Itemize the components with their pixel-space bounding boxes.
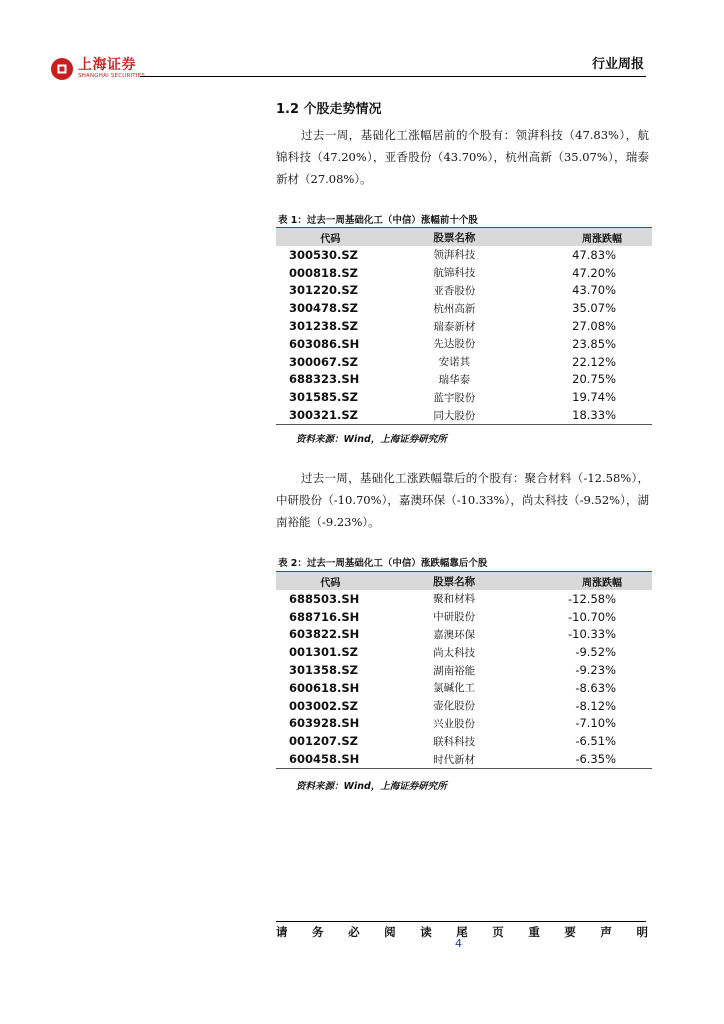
weekly-change: 23.85% bbox=[572, 336, 616, 351]
notice-char: 读 bbox=[420, 925, 432, 939]
table-row bbox=[276, 608, 652, 626]
table-row bbox=[276, 697, 652, 715]
stock-code: 603086.SH bbox=[289, 336, 360, 351]
col-code-header: 代码 bbox=[276, 572, 385, 591]
stock-name: 同大股份 bbox=[385, 406, 524, 424]
col-change-header: 周涨跌幅 bbox=[523, 572, 652, 591]
notice-char: 要 bbox=[564, 925, 576, 939]
stock-code: 301220.SZ bbox=[289, 283, 358, 298]
notice-char: 阅 bbox=[384, 925, 396, 939]
stock-name: 先达股份 bbox=[433, 338, 476, 351]
stock-name: 航锦科技 bbox=[433, 267, 476, 280]
stock-code: 688503.SH bbox=[289, 591, 360, 606]
weekly-change: -9.23% bbox=[575, 663, 616, 678]
weekly-change: -6.51% bbox=[575, 734, 616, 749]
weekly-change: 47.20% bbox=[572, 265, 616, 280]
weekly-change: 19.74% bbox=[572, 390, 616, 405]
weekly-change: -7.10% bbox=[575, 716, 616, 731]
stock-code: 688716.SH bbox=[289, 609, 360, 624]
stock-name: 壶化股份 bbox=[433, 700, 476, 713]
stock-name: 中研股份 bbox=[433, 611, 476, 624]
stock-code: 688323.SH bbox=[289, 372, 360, 387]
weekly-change: 47.83% bbox=[572, 247, 616, 262]
section-title: 1.2 个股走势情况 bbox=[276, 102, 382, 117]
header-divider bbox=[140, 76, 646, 77]
notice-char: 必 bbox=[348, 925, 360, 939]
col-name-header: 股票名称 bbox=[385, 572, 524, 591]
notice-char: 务 bbox=[312, 925, 324, 939]
stock-name: 兴业股份 bbox=[433, 717, 476, 730]
stock-name: 联科科技 bbox=[433, 735, 476, 748]
brand-logo bbox=[50, 55, 145, 83]
stock-name: 领湃科技 bbox=[433, 249, 476, 262]
stock-name: 瑞泰新材 bbox=[433, 320, 476, 333]
brand-name-cn: 上海证券 bbox=[78, 57, 136, 74]
table-row bbox=[276, 643, 652, 661]
table1-source: 资料来源：Wind，上海证券研究所 bbox=[296, 434, 447, 445]
table-row bbox=[276, 299, 652, 317]
top-losers-table bbox=[276, 571, 652, 769]
weekly-change: 20.75% bbox=[572, 372, 616, 387]
stock-code: 603928.SH bbox=[289, 716, 360, 731]
weekly-change: 27.08% bbox=[572, 319, 616, 334]
notice-char: 尾 bbox=[456, 925, 468, 939]
table-row bbox=[276, 590, 652, 608]
weekly-change: 35.07% bbox=[572, 301, 616, 316]
notice-char: 请 bbox=[276, 925, 288, 939]
weekly-change: -12.58% bbox=[568, 591, 616, 606]
footer-disclaimer-notice[interactable] bbox=[276, 924, 648, 940]
weekly-change: -8.12% bbox=[575, 698, 616, 713]
stock-name: 瑞华泰 bbox=[438, 373, 471, 386]
gainers-text: 过去一周，基础化工涨幅居前的个股有：领湃科技（47.83%），航锦科技（47.20%），亚香股份（43.70%），杭州高新（35.07%），瑞泰新材（27.08%）。 bbox=[276, 128, 649, 186]
table-row bbox=[276, 388, 652, 406]
stock-code: 300321.SZ bbox=[276, 406, 385, 424]
stock-name: 湖南裕能 bbox=[433, 664, 476, 677]
table-row bbox=[276, 406, 652, 424]
stock-code: 300530.SZ bbox=[289, 247, 358, 262]
stock-code: 003002.SZ bbox=[289, 698, 358, 713]
table-row bbox=[276, 732, 652, 750]
page-number: 4 bbox=[455, 937, 462, 950]
stock-code: 600618.SH bbox=[289, 680, 360, 695]
stock-code: 301238.SZ bbox=[289, 319, 358, 334]
stock-name: 杭州高新 bbox=[433, 302, 476, 315]
stock-name: 尚太科技 bbox=[433, 646, 476, 659]
brand-mark-icon bbox=[50, 57, 74, 81]
stock-code: 300478.SZ bbox=[289, 301, 358, 316]
stock-code: 001207.SZ bbox=[289, 734, 358, 749]
stock-name: 聚和材料 bbox=[433, 593, 476, 606]
gainers-paragraph bbox=[276, 124, 649, 190]
losers-text: 过去一周，基础化工涨跌幅靠后的个股有：聚合材料（-12.58%），中研股份（-10.70%），嘉澳环保（-10.33%），尚太科技（-9.52%），湖南裕能（-9.23%）。 bbox=[276, 471, 649, 529]
notice-char: 重 bbox=[528, 925, 540, 939]
table1-title: 表 1：过去一周基础化工（中信）涨幅前十个股 bbox=[278, 215, 478, 226]
table-row bbox=[276, 317, 652, 335]
table-row bbox=[276, 661, 652, 679]
stock-code: 301585.SZ bbox=[289, 390, 358, 405]
stock-code: 300067.SZ bbox=[289, 354, 358, 369]
footer-divider bbox=[276, 921, 646, 922]
table-row bbox=[276, 335, 652, 353]
stock-name: 氯碱化工 bbox=[433, 682, 476, 695]
brand-name-en: SHANGHAI SECURITIES bbox=[78, 73, 146, 80]
stock-name: 蓝宇股份 bbox=[433, 391, 476, 404]
table-row bbox=[276, 626, 652, 644]
stock-code: 603822.SH bbox=[289, 627, 360, 642]
col-name-header: 股票名称 bbox=[385, 228, 524, 247]
weekly-change: -10.33% bbox=[568, 627, 616, 642]
losers-paragraph bbox=[276, 467, 649, 533]
col-change-header: 周涨跌幅 bbox=[524, 228, 652, 247]
report-type: 行业周报 bbox=[591, 57, 644, 72]
weekly-change: 43.70% bbox=[572, 283, 616, 298]
weekly-change: 22.12% bbox=[572, 354, 616, 369]
table-row bbox=[276, 750, 652, 768]
table-row bbox=[276, 282, 652, 300]
notice-char: 声 bbox=[600, 925, 612, 939]
weekly-change: -9.52% bbox=[575, 645, 616, 660]
table2-title: 表 2：过去一周基础化工（中信）涨跌幅靠后个股 bbox=[278, 558, 488, 569]
stock-name: 时代新材 bbox=[385, 750, 524, 768]
table-row bbox=[276, 679, 652, 697]
weekly-change: 18.33% bbox=[524, 406, 652, 424]
stock-code: 301358.SZ bbox=[289, 663, 358, 678]
stock-code: 600458.SH bbox=[276, 750, 385, 768]
table-row bbox=[276, 371, 652, 389]
table-row bbox=[276, 246, 652, 264]
table2-source: 资料来源：Wind，上海证券研究所 bbox=[296, 781, 447, 792]
table-row bbox=[276, 715, 652, 733]
table-header-row bbox=[276, 572, 652, 591]
stock-code: 000818.SZ bbox=[289, 265, 358, 280]
weekly-change: -10.70% bbox=[568, 609, 616, 624]
table-header-row bbox=[276, 228, 652, 247]
table-row bbox=[276, 264, 652, 282]
notice-char: 页 bbox=[492, 925, 504, 939]
col-code-header: 代码 bbox=[276, 228, 385, 247]
stock-code: 001301.SZ bbox=[289, 645, 358, 660]
top-gainers-table bbox=[276, 227, 652, 425]
stock-name: 嘉澳环保 bbox=[433, 628, 476, 641]
stock-name: 亚香股份 bbox=[433, 284, 476, 297]
table-row bbox=[276, 353, 652, 371]
stock-name: 安诺其 bbox=[438, 356, 471, 369]
notice-char: 明 bbox=[636, 925, 648, 939]
weekly-change: -6.35% bbox=[523, 750, 652, 768]
weekly-change: -8.63% bbox=[575, 680, 616, 695]
